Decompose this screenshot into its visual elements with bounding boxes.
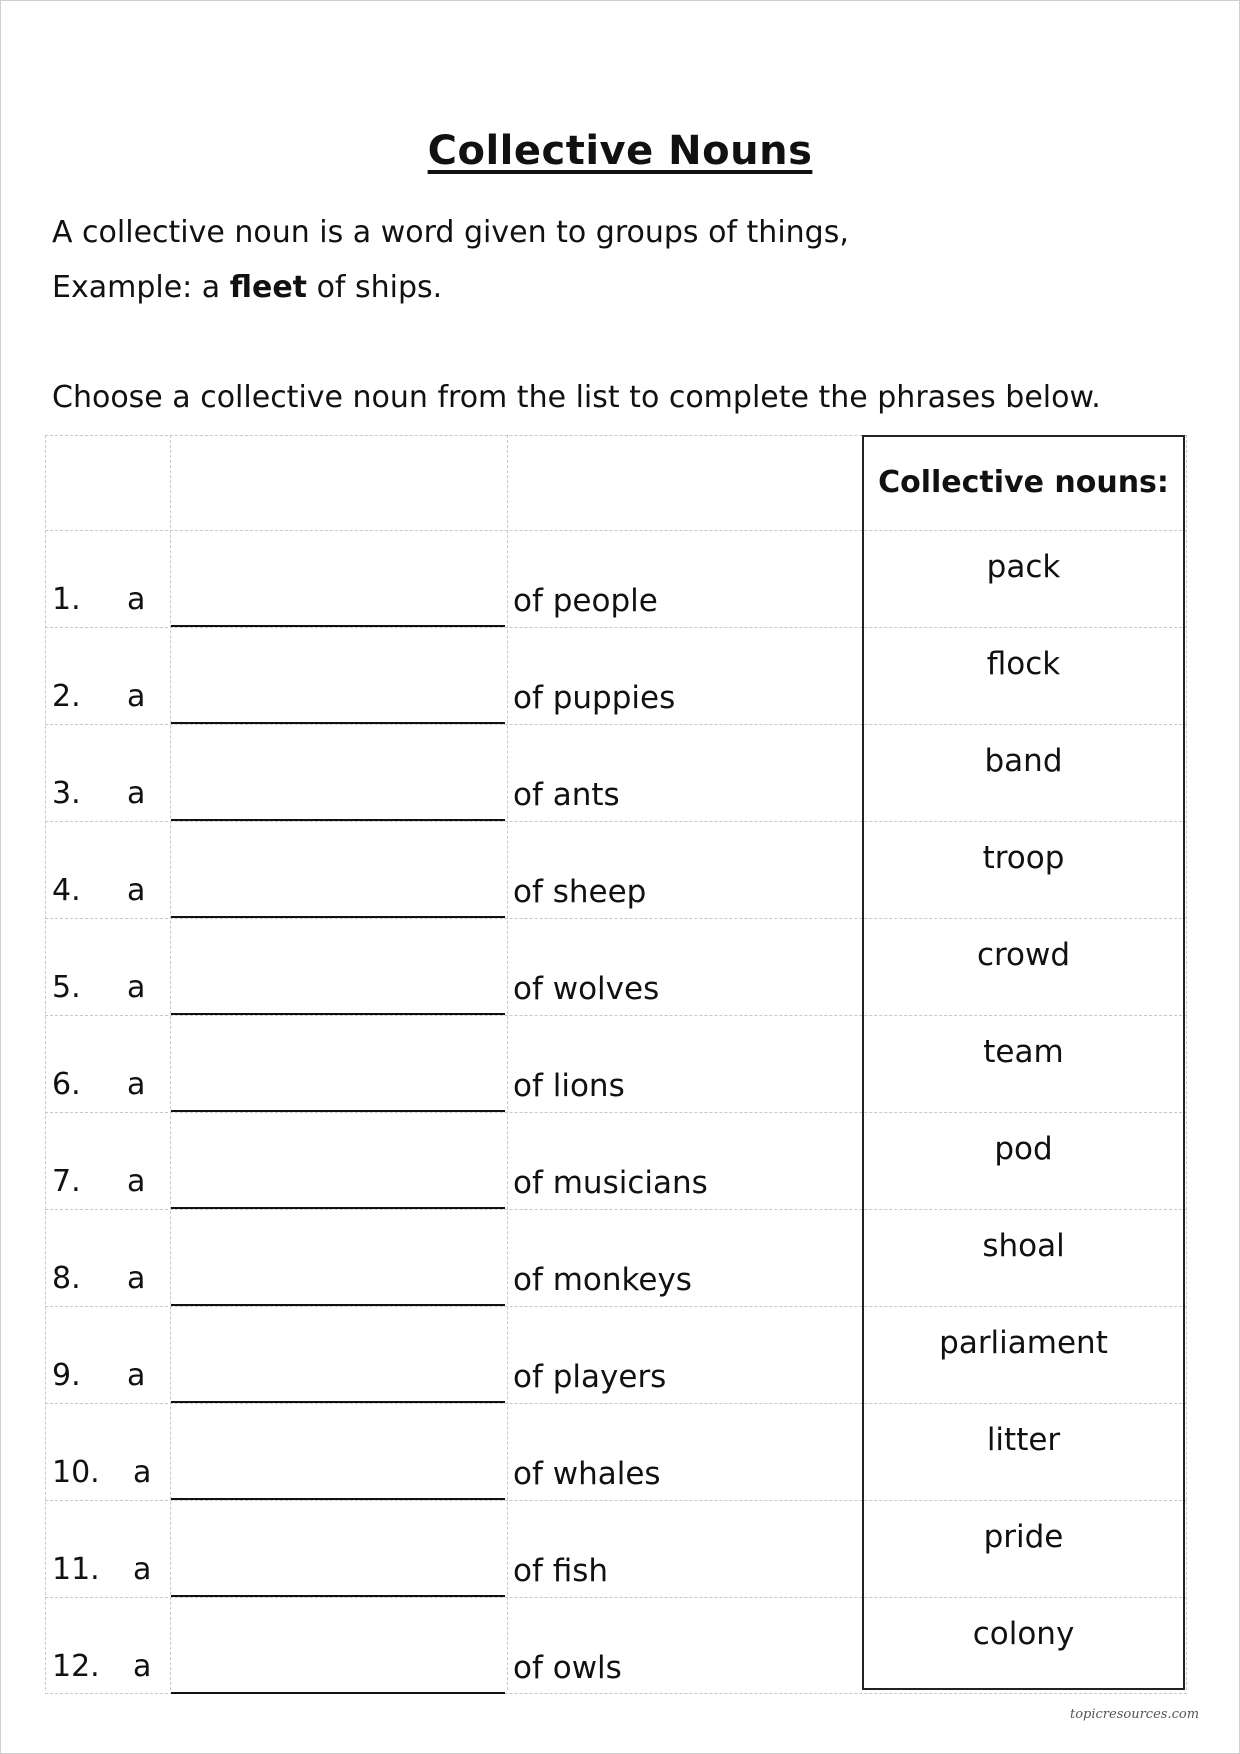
word-bank-item: crowd xyxy=(976,937,1071,973)
exercise-row xyxy=(45,1015,865,1112)
article: a xyxy=(127,1261,146,1296)
phrase-text: of people xyxy=(513,583,658,619)
exercise-row xyxy=(45,724,865,821)
article: a xyxy=(127,776,146,811)
intro-example xyxy=(52,270,442,305)
article: a xyxy=(127,1164,146,1199)
item-number: 7. xyxy=(52,1164,81,1199)
exercise-row xyxy=(45,530,865,627)
item-number: 11. xyxy=(52,1552,100,1587)
answer-blank[interactable] xyxy=(171,1690,505,1694)
exercise-row xyxy=(45,1306,865,1403)
word-bank-item: shoal xyxy=(982,1228,1065,1264)
exercise-row xyxy=(45,1209,865,1306)
exercise-row xyxy=(45,627,865,724)
article: a xyxy=(133,1455,152,1490)
item-number: 10. xyxy=(52,1455,100,1490)
article: a xyxy=(133,1552,152,1587)
exercise-row xyxy=(45,918,865,1015)
word-bank-item: litter xyxy=(986,1422,1061,1458)
word-bank-item: band xyxy=(984,743,1063,779)
word-bank-item: pack xyxy=(986,549,1061,585)
item-number: 9. xyxy=(52,1358,81,1393)
item-number: 5. xyxy=(52,970,81,1005)
phrase-text: of monkeys xyxy=(513,1262,692,1298)
phrase-text: of lions xyxy=(513,1068,625,1104)
phrase-text: of whales xyxy=(513,1456,661,1492)
exercise-row xyxy=(45,821,865,918)
word-bank-item: team xyxy=(983,1034,1064,1070)
article: a xyxy=(127,873,146,908)
item-number: 6. xyxy=(52,1067,81,1102)
article: a xyxy=(133,1649,152,1684)
phrase-text: of musicians xyxy=(513,1165,708,1201)
exercise-row xyxy=(45,1500,865,1597)
grid-vertical-line xyxy=(1186,435,1187,1690)
item-number: 8. xyxy=(52,1261,81,1296)
phrase-text: of ants xyxy=(513,777,620,813)
article: a xyxy=(127,970,146,1005)
item-number: 4. xyxy=(52,873,81,908)
word-bank-item: flock xyxy=(986,646,1061,682)
footer-source: topicresources.com xyxy=(1070,1707,1200,1722)
item-number: 2. xyxy=(52,679,81,714)
exercise-row xyxy=(45,1597,865,1694)
phrase-text: of players xyxy=(513,1359,667,1395)
exercise-row xyxy=(45,1112,865,1209)
word-bank-item: pod xyxy=(994,1131,1053,1167)
phrase-text: of fish xyxy=(513,1553,609,1589)
article: a xyxy=(127,582,146,617)
word-bank-item: troop xyxy=(982,840,1065,876)
item-number: 1. xyxy=(52,582,81,617)
instruction-text: Choose a collective noun from the list to complete the phrases below. xyxy=(52,380,1101,415)
example-suffix: of ships. xyxy=(316,270,443,305)
exercise-row xyxy=(45,1403,865,1500)
example-prefix: Example: a xyxy=(52,270,221,305)
word-bank-item: parliament xyxy=(939,1325,1108,1361)
example-bold-word: fleet xyxy=(229,270,308,305)
phrase-text: of sheep xyxy=(513,874,647,910)
word-bank-header: Collective nouns: xyxy=(878,465,1169,500)
word-bank-box xyxy=(862,435,1185,1690)
article: a xyxy=(127,1067,146,1102)
article: a xyxy=(127,1358,146,1393)
word-bank-item: pride xyxy=(983,1519,1064,1555)
phrase-text: of puppies xyxy=(513,680,676,716)
intro-definition: A collective noun is a word given to groups of things, xyxy=(52,215,849,250)
article: a xyxy=(127,679,146,714)
worksheet-title: Collective Nouns xyxy=(427,128,813,174)
item-number: 3. xyxy=(52,776,81,811)
word-bank-item: colony xyxy=(972,1616,1075,1652)
phrase-text: of wolves xyxy=(513,971,660,1007)
item-number: 12. xyxy=(52,1649,100,1684)
phrase-text: of owls xyxy=(513,1650,622,1686)
